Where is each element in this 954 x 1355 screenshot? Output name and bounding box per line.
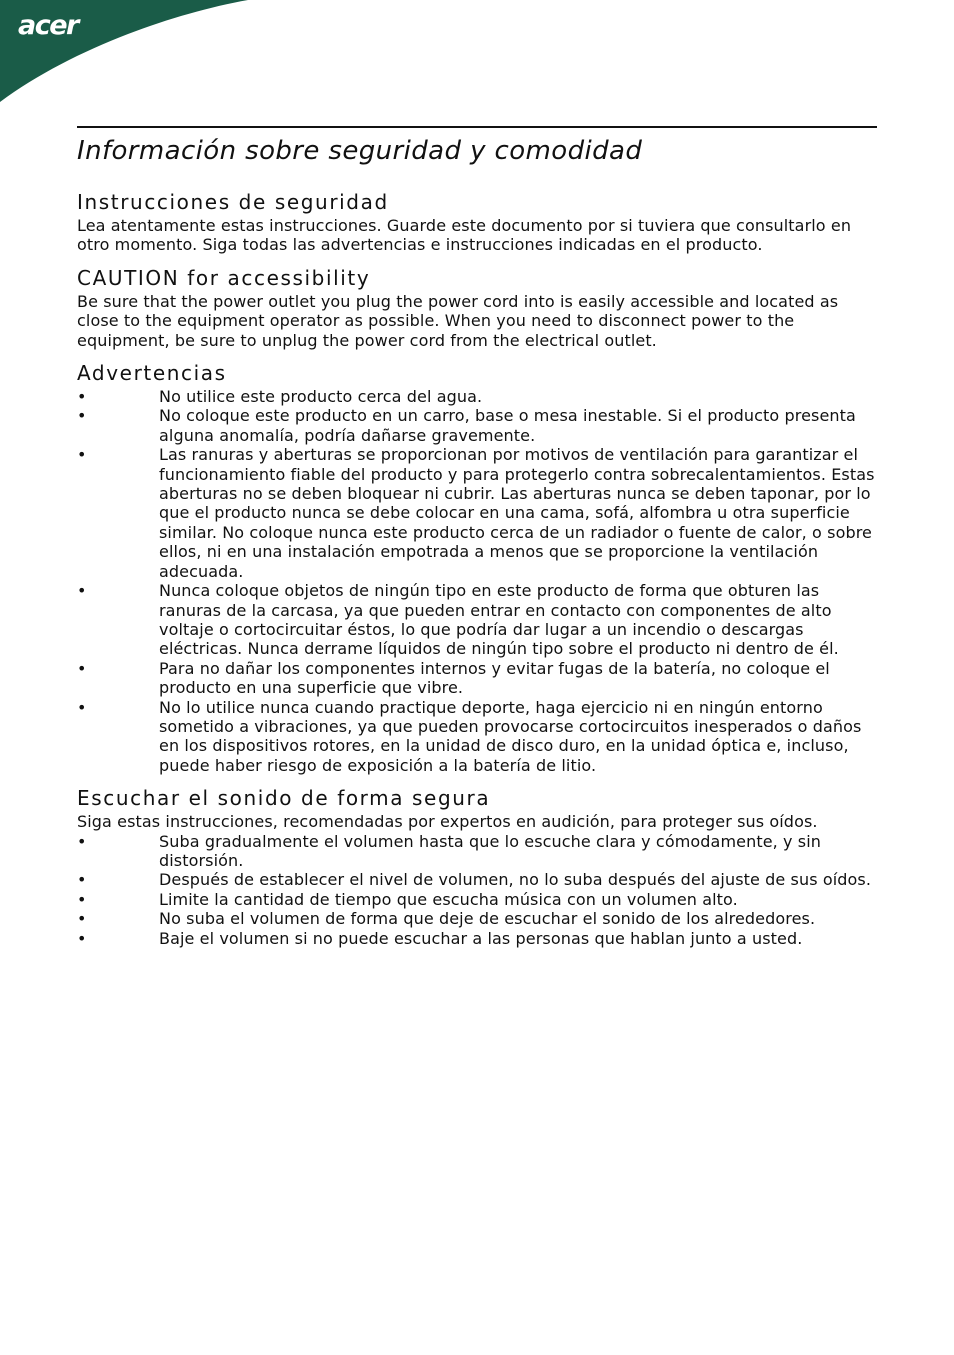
acer-logo: acer — [18, 10, 78, 41]
list-item-text: Las ranuras y aberturas se proporcionan por motivos de ventilación para garantizar el funcionamiento fiable del producto y para protegerlo contra sobrecalentamientos. Estas aberturas no se deben bloquear ni cubrir. Las aberturas nunca se deben taponar, por lo que el producto nunca se debe colocar en una cama, sofá, alfombra u otra superficie similar. No coloque nunca este producto cerca de un radiador o fuente de calor, o sobre ellos, ni en una instalación empotrada a menos que se proporcione la ventilación adecuada. — [159, 445, 875, 581]
list-item — [77, 909, 877, 928]
list-item — [77, 581, 877, 659]
list-item — [77, 832, 877, 871]
list-item — [77, 406, 877, 445]
list-item-text: Suba gradualmente el volumen hasta que lo escuche clara y cómodamente, y sin distorsión. — [159, 831, 821, 870]
list-item — [77, 698, 877, 776]
list-item — [77, 659, 877, 698]
list-item — [77, 387, 877, 406]
bullet-icon: • — [77, 697, 87, 717]
bullet-icon: • — [77, 889, 87, 909]
section-caution-accessibility — [77, 264, 877, 350]
list-item — [77, 890, 877, 909]
list-item-text: No suba el volumen de forma que deje de escuchar el sonido de los alrededores. — [159, 909, 816, 929]
section-heading: Advertencias — [77, 361, 227, 386]
list-item-text: Limite la cantidad de tiempo que escucha música con un volumen alto. — [159, 889, 738, 909]
title-rule — [77, 126, 877, 128]
list-item-text: Después de establecer el nivel de volumen, no lo suba después del ajuste de sus oídos. — [159, 870, 872, 890]
section-heading: CAUTION for accessibility — [77, 265, 371, 290]
bullet-icon: • — [77, 909, 87, 929]
list-item — [77, 929, 877, 948]
list-item-text: Baje el volumen si no puede escuchar a las personas que hablan junto a usted. — [159, 928, 803, 948]
list-item-text: No lo utilice nunca cuando practique deporte, haga ejercicio ni en ningún entorno sometido a vibraciones, ya que pueden provocarse cortocircuitos inesperados o daños en los dispositivos rotores, en la unidad de disco duro, en la unidad óptica e, incluso, puede haber riesgo de exposición a la batería de litio. — [159, 697, 862, 775]
bullet-icon: • — [77, 581, 87, 601]
section-safety-instructions — [77, 188, 877, 255]
page-title: Información sobre seguridad y comodidad — [77, 136, 643, 166]
list-item-text: No utilice este producto cerca del agua. — [159, 387, 483, 407]
list-item-text: No coloque este producto en un carro, base o mesa inestable. Si el producto presenta alguna anomalía, podría dañarse gravemente. — [159, 406, 856, 445]
bullet-icon: • — [77, 658, 87, 678]
section-heading: Instrucciones de seguridad — [77, 190, 389, 214]
list-item — [77, 445, 877, 581]
bullet-icon: • — [77, 928, 87, 948]
bullet-icon: • — [77, 406, 87, 426]
bullet-icon: • — [77, 831, 87, 851]
section-paragraph: Lea atentamente estas instrucciones. Guarde este documento por si tuviera que consultarlo en otro momento. Siga todas las advertencias e instrucciones indicadas en el producto. — [77, 216, 852, 255]
list-item-text: Nunca coloque objetos de ningún tipo en este producto de forma que obturen las ranuras de la carcasa, ya que pueden entrar en contacto con componentes de alto voltaje o cortocircuitar éstos, lo que podría dar lugar a un incendio o descargas eléctricas. Nunca derrame líquidos de ningún tipo sobre el producto ni dentro de él. — [159, 581, 839, 659]
section-heading: Escuchar el sonido de forma segura — [77, 786, 491, 811]
section-warnings — [77, 359, 877, 775]
document-body — [77, 188, 877, 957]
bullet-icon: • — [77, 445, 87, 465]
section-paragraph: Be sure that the power outlet you plug the power cord into is easily accessible and located as close to the equipment operator as possible. When you need to disconnect power to the equipment, be sure to unplug the power cord from the electrical outlet. — [77, 291, 839, 350]
listening-list — [77, 832, 877, 948]
list-item — [77, 870, 877, 889]
bullet-icon: • — [77, 387, 87, 407]
list-item-text: Para no dañar los componentes internos y evitar fugas de la batería, no coloque el producto en una superficie que vibre. — [159, 658, 830, 698]
warnings-list — [77, 387, 877, 775]
section-paragraph: Siga estas instrucciones, recomendadas por expertos en audición, para proteger sus oídos. — [77, 812, 818, 832]
section-safe-listening — [77, 784, 877, 948]
bullet-icon: • — [77, 870, 87, 890]
